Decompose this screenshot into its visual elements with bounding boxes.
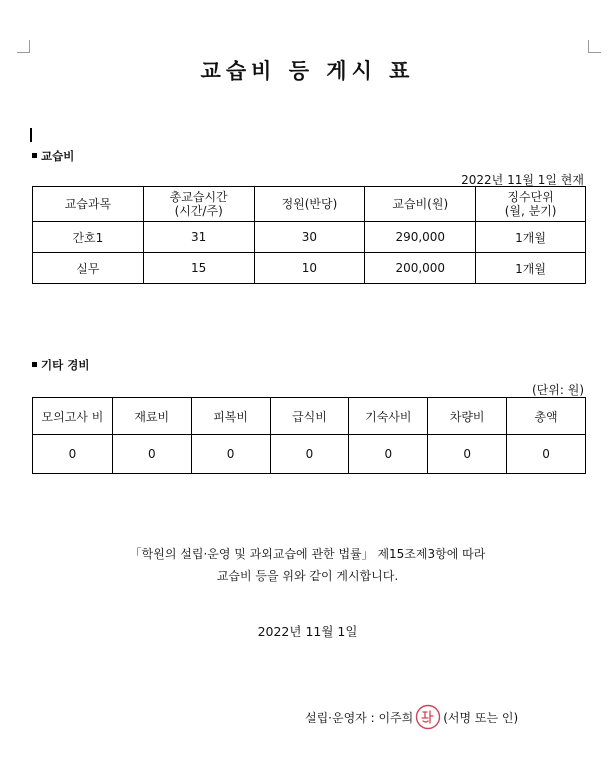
header-cell: 급식비 [270,398,349,435]
table-cell: 290,000 [365,222,476,253]
header-cell: 징수단위 (월, 분기) [476,187,586,222]
text-cursor [30,128,32,142]
section-heading-tuition [32,148,74,164]
section-heading-label: 교습비 [41,149,75,163]
notice-line: 교습비 등을 위와 같이 게시합니다. [216,569,399,583]
issue-date: 2022년 11월 1일 [257,624,358,639]
document-title: 교습비 등 게시 표 [200,59,415,83]
table-cell: 1개월 [476,222,586,253]
table-cell: 0 [112,435,191,474]
other-expenses-table [32,397,586,474]
table-cell: 15 [143,253,254,284]
table-cell: 간호1 [33,222,144,253]
header-cell: 차량비 [428,398,507,435]
table-header-row [33,187,586,222]
table-row [33,222,586,253]
table-cell: 0 [270,435,349,474]
header-cell: 모의고사 비 [33,398,113,435]
page-corner-mark-top-right [588,40,601,53]
signature-line [305,704,518,730]
as-of-date: 2022년 11월 1일 현재 [461,173,584,187]
table-cell: 0 [33,435,113,474]
header-cell: 총액 [507,398,586,435]
table-cell: 0 [507,435,586,474]
header-cell: 정원(반당) [254,187,365,222]
table-cell: 1개월 [476,253,586,284]
table-cell: 30 [254,222,365,253]
header-cell: 교습비(원) [365,187,476,222]
section-heading-label: 기타 경비 [41,358,90,372]
tuition-table [32,186,586,284]
square-bullet-icon [32,362,37,367]
section-heading-other-expenses [32,357,89,373]
operator-label: 설립·운영자 : 이주희 [305,710,414,725]
table-cell: 200,000 [365,253,476,284]
table-cell: 0 [428,435,507,474]
header-cell: 총교습시간 (시간/주) [143,187,254,222]
table-header-row [33,398,586,435]
signature-suffix: (서명 또는 인) [443,710,519,725]
notice-line: 「학원의 설립·운영 및 과외교습에 관한 법률」 제15조제3항에 따라 [129,547,486,561]
table-row [33,435,586,474]
table-cell: 31 [143,222,254,253]
table-cell: 실무 [33,253,144,284]
header-cell: 교습과목 [33,187,144,222]
square-bullet-icon [32,153,37,158]
table-cell: 10 [254,253,365,284]
table-row [33,253,586,284]
header-cell: 재료비 [112,398,191,435]
header-cell: 피복비 [191,398,270,435]
table-cell: 0 [191,435,270,474]
table-cell: 0 [349,435,428,474]
legal-notice [0,543,615,587]
seal-stamp-icon [415,704,441,730]
header-cell: 기숙사비 [349,398,428,435]
unit-note: (단위: 원) [532,383,584,397]
page-corner-mark-top-left [17,40,30,53]
